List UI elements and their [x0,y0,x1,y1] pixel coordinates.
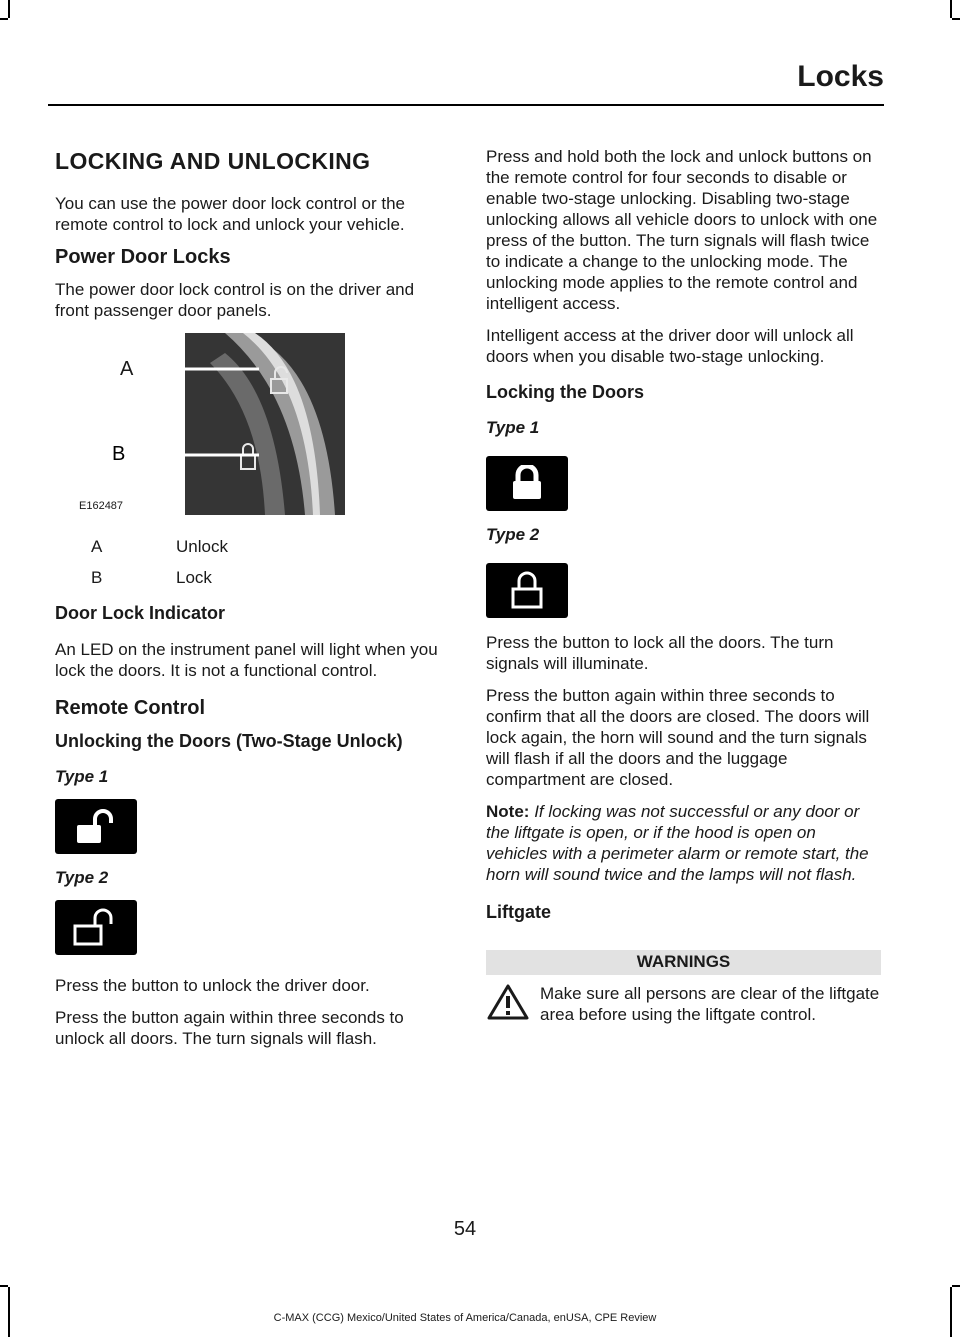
crop-mark [950,1287,952,1337]
page-title: Locks [797,60,884,93]
lock-text-1: Press the button to lock all the doors. The turn signals will illuminate. [486,633,834,673]
note-text: If locking was not successful or any door or the liftgate is open, or if the hood is open on vehicles with a perimeter alarm or remote start, the horn will sound twice and the lamps will not flash. [486,802,869,884]
unlock-type1-label: Type 1 [55,767,109,786]
padlock-closed-outline-icon [486,563,568,618]
power-locks-heading: Power Door Locks [55,246,231,268]
section-title: LOCKING AND UNLOCKING [55,148,371,174]
indicator-heading: Door Lock Indicator [55,603,226,623]
crop-mark [952,18,960,20]
liftgate-heading: Liftgate [486,902,551,922]
callout-a: A [120,358,134,380]
unlock-text-2: Press the button again within three seconds to unlock all doors. The turn signals will flash. [55,1008,404,1048]
left-column [55,140,447,1060]
intelligent-access-paragraph: Intelligent access at the driver door will unlock all doors when you disable two-stage unlocking. [486,326,854,366]
unlock-type2-label: Type 2 [55,868,109,887]
remote-heading: Remote Control [55,697,205,719]
page-number: 54 [453,1218,477,1240]
legend-label: Lock [176,568,212,587]
legend-row [55,567,447,588]
padlock-closed-icon [486,456,568,511]
lock-type2-label: Type 2 [486,525,540,544]
legend-row [55,536,447,557]
warning-text: Make sure all persons are clear of the liftgate area before using the liftgate control. [540,984,880,1024]
locking-heading: Locking the Doors [486,382,645,402]
lock-text-2: Press the button again within three seconds to confirm that all the doors are closed. The doors will lock again, the horn will sound and the turn signals will flash if all the doors and the luggage compartment are closed. [486,686,870,789]
warning-triangle-icon [486,983,540,1026]
header-divider [48,104,884,106]
figure-code: E162487 [79,500,124,512]
warning-row [486,983,881,1026]
padlock-open-outline-icon [55,900,137,955]
lock-type1-label: Type 1 [486,418,540,437]
legend-key: A [91,537,103,556]
footer-text: C-MAX (CCG) Mexico/United States of America/Canada, enUSA, CPE Review [273,1312,657,1324]
crop-mark [0,1285,8,1287]
legend-label: Unlock [176,537,228,556]
crop-mark [950,0,952,18]
note-paragraph [486,801,881,885]
warnings-heading: WARNINGS [486,950,881,975]
unlock-text-1: Press the button to unlock the driver door. [55,976,370,995]
crop-mark [952,1285,960,1287]
unlock-heading: Unlocking the Doors (Two-Stage Unlock) [55,731,403,751]
door-lock-figure [75,333,365,518]
intro-paragraph: You can use the power door lock control or the remote control to lock and unlock your vehicle. [55,194,405,234]
power-locks-text: The power door lock control is on the driver and front passenger door panels. [55,280,415,320]
note-label: Note: [486,802,530,821]
legend-key: B [91,568,103,587]
crop-mark [0,18,8,20]
indicator-text: An LED on the instrument panel will light when you lock the doors. It is not a functional control. [55,640,438,680]
right-column [486,146,881,1026]
two-stage-paragraph: Press and hold both the lock and unlock buttons on the remote control for four seconds to disable or enable two-stage unlocking. Disabling two-stage unlocking allows all vehicle doors to unlock with one press of the button. The turn signals will flash twice to indicate a change to the unlocking mode. The unlocking mode applies to the remote control and intelligent access. [486,147,878,313]
padlock-open-icon [55,799,137,854]
callout-b: B [112,443,126,465]
crop-mark [8,0,10,18]
